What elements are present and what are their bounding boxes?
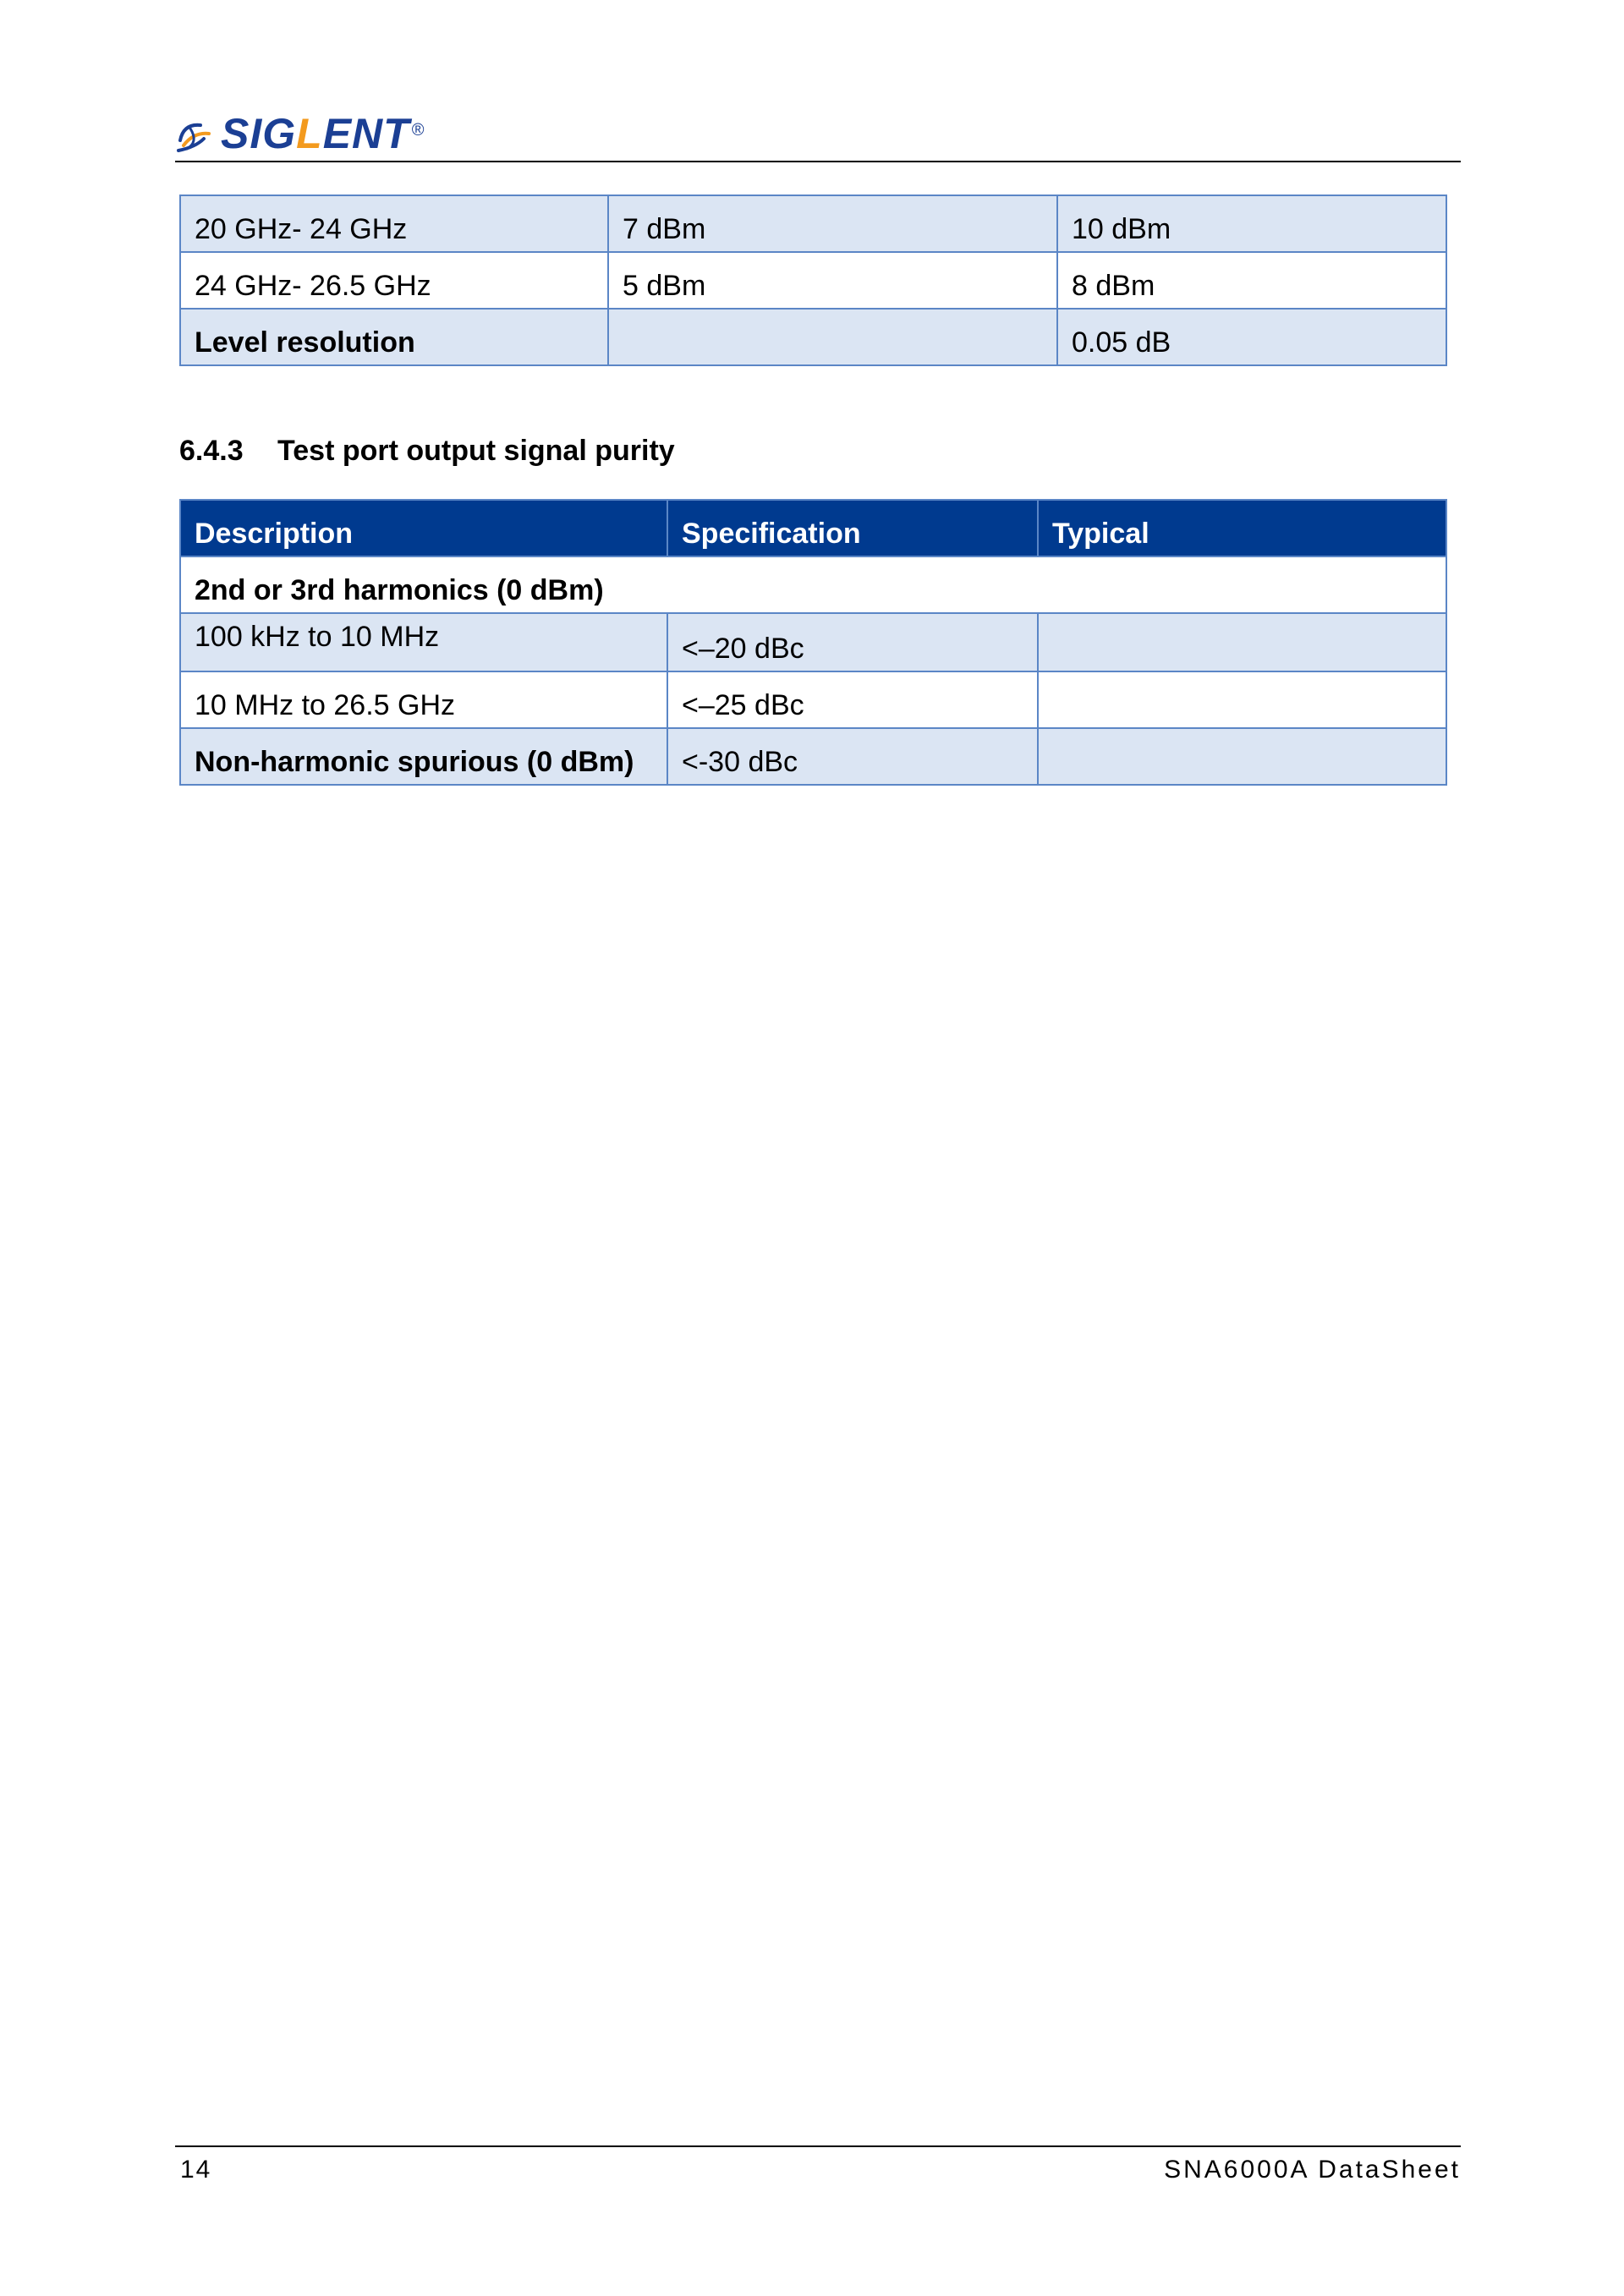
registered-mark: ®	[411, 121, 425, 140]
siglent-swirl-icon	[175, 117, 219, 154]
table-cell: 20 GHz- 24 GHz	[180, 195, 608, 252]
section-number: 6.4.3	[179, 435, 244, 467]
table-row	[180, 613, 1446, 671]
table-cell: Non-harmonic spurious (0 dBm)	[180, 728, 667, 785]
table-row	[180, 309, 1446, 365]
table-cell: 0.05 dB	[1057, 309, 1446, 365]
table-cell	[1038, 728, 1446, 785]
table-header-row	[180, 500, 1446, 556]
table-cell	[1038, 671, 1446, 728]
table-cell: 24 GHz- 26.5 GHz	[180, 252, 608, 309]
table-cell: 10 MHz to 26.5 GHz	[180, 671, 667, 728]
table-row	[180, 728, 1446, 785]
table-cell: Level resolution	[180, 309, 608, 365]
table-cell: 7 dBm	[608, 195, 1057, 252]
column-header-description: Description	[180, 500, 667, 556]
table-cell	[608, 309, 1057, 365]
table-row	[180, 252, 1446, 309]
table-cell: <–20 dBc	[667, 613, 1038, 671]
page-number: 14	[180, 2156, 212, 2184]
table-cell: 100 kHz to 10 MHz	[180, 613, 667, 671]
page-header	[175, 107, 1461, 162]
column-header-typical: Typical	[1038, 500, 1446, 556]
logo-wordmark: SIGLENT ®	[221, 110, 425, 157]
document-title: SNA6000A DataSheet	[1164, 2156, 1461, 2184]
page-footer	[175, 2145, 1461, 2184]
table-row	[180, 195, 1446, 252]
table-cell: 8 dBm	[1057, 252, 1446, 309]
table-cell: 10 dBm	[1057, 195, 1446, 252]
table-cell: 5 dBm	[608, 252, 1057, 309]
output-level-table-continued	[179, 195, 1447, 366]
table-cell	[1038, 613, 1446, 671]
section-title: Test port output signal purity	[277, 435, 675, 467]
group-title-cell: 2nd or 3rd harmonics (0 dBm)	[180, 556, 1446, 613]
table-group-row	[180, 556, 1446, 613]
section-heading	[179, 435, 675, 468]
column-header-specification: Specification	[667, 500, 1038, 556]
signal-purity-table	[179, 499, 1447, 786]
table-cell: <-30 dBc	[667, 728, 1038, 785]
table-row	[180, 671, 1446, 728]
table-cell: <–25 dBc	[667, 671, 1038, 728]
